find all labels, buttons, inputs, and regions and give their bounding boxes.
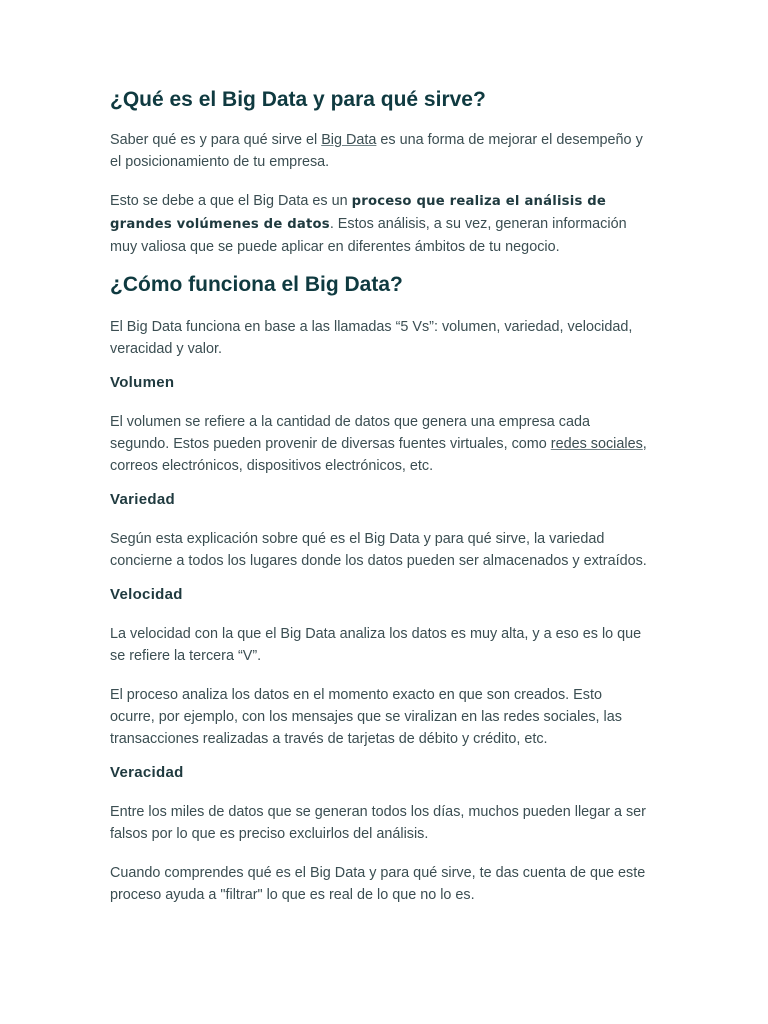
paragraph-veracidad-2: Cuando comprendes qué es el Big Data y para qué sirve, te das cuenta de que este proceso ayuda a "filtrar" lo que es real de lo que no lo es. (110, 865, 646, 903)
paragraph-variedad: Según esta explicación sobre qué es el Big Data y para qué sirve, la variedad concierne a todos los lugares donde los datos pueden ser almacenados y extraídos. (110, 531, 647, 569)
paragraph-proceso-text-after: . Estos análisis, a su vez, generan información muy valiosa que se puede aplicar en diferentes ámbitos de tu negocio. (110, 216, 627, 255)
paragraph-velocidad-1: La velocidad con la que el Big Data analiza los datos es muy alta, y a eso es lo que se refiere la tercera “V”. (110, 626, 642, 664)
subheading-velocidad: Velocidad (110, 586, 183, 603)
paragraph-veracidad-1: Entre los miles de datos que se generan todos los días, muchos pueden llegar a ser falsos por lo que es preciso excluirlos del análisis. (110, 804, 646, 842)
paragraph-proceso-text-before: Esto se debe a que el Big Data es un (110, 193, 352, 209)
big-data-link[interactable]: Big Data (321, 132, 377, 148)
subheading-veracidad: Veracidad (110, 764, 184, 781)
subheading-variedad: Variedad (110, 491, 175, 508)
heading-como-funciona: ¿Cómo funciona el Big Data? (110, 273, 403, 296)
paragraph-proceso-bold: proceso que realiza el análisis de grandes volúmenes de datos (110, 194, 607, 232)
paragraph-intro-text-after: es una forma de mejorar el desempeño y el posicionamiento de tu empresa. (110, 132, 643, 170)
article-content (110, 86, 650, 906)
paragraph-intro-text-before: Saber qué es y para qué sirve el (110, 132, 322, 148)
paragraph-volumen (110, 411, 650, 477)
paragraph-proceso (110, 190, 650, 258)
heading-que-es-big-data: ¿Qué es el Big Data y para qué sirve? (110, 88, 486, 111)
paragraph-volumen-text-before: El volumen se refiere a la cantidad de datos que genera una empresa cada segundo. Estos pueden provenir de diversas fuentes virtuales, como (110, 414, 590, 452)
paragraph-volumen-text-after: , correos electrónicos, dispositivos electrónicos, etc. (110, 436, 647, 474)
paragraph-intro (110, 129, 650, 173)
paragraph-5-vs: El Big Data funciona en base a las llamadas “5 Vs”: volumen, variedad, velocidad, veracidad y valor. (110, 319, 633, 357)
subheading-volumen: Volumen (110, 374, 175, 391)
redes-sociales-link[interactable]: redes sociales (550, 436, 643, 452)
paragraph-velocidad-2: El proceso analiza los datos en el momento exacto en que son creados. Esto ocurre, por ejemplo, con los mensajes que se viralizan en las redes sociales, las transacciones realizadas a través de tarjetas de débito y crédito, etc. (110, 687, 622, 747)
